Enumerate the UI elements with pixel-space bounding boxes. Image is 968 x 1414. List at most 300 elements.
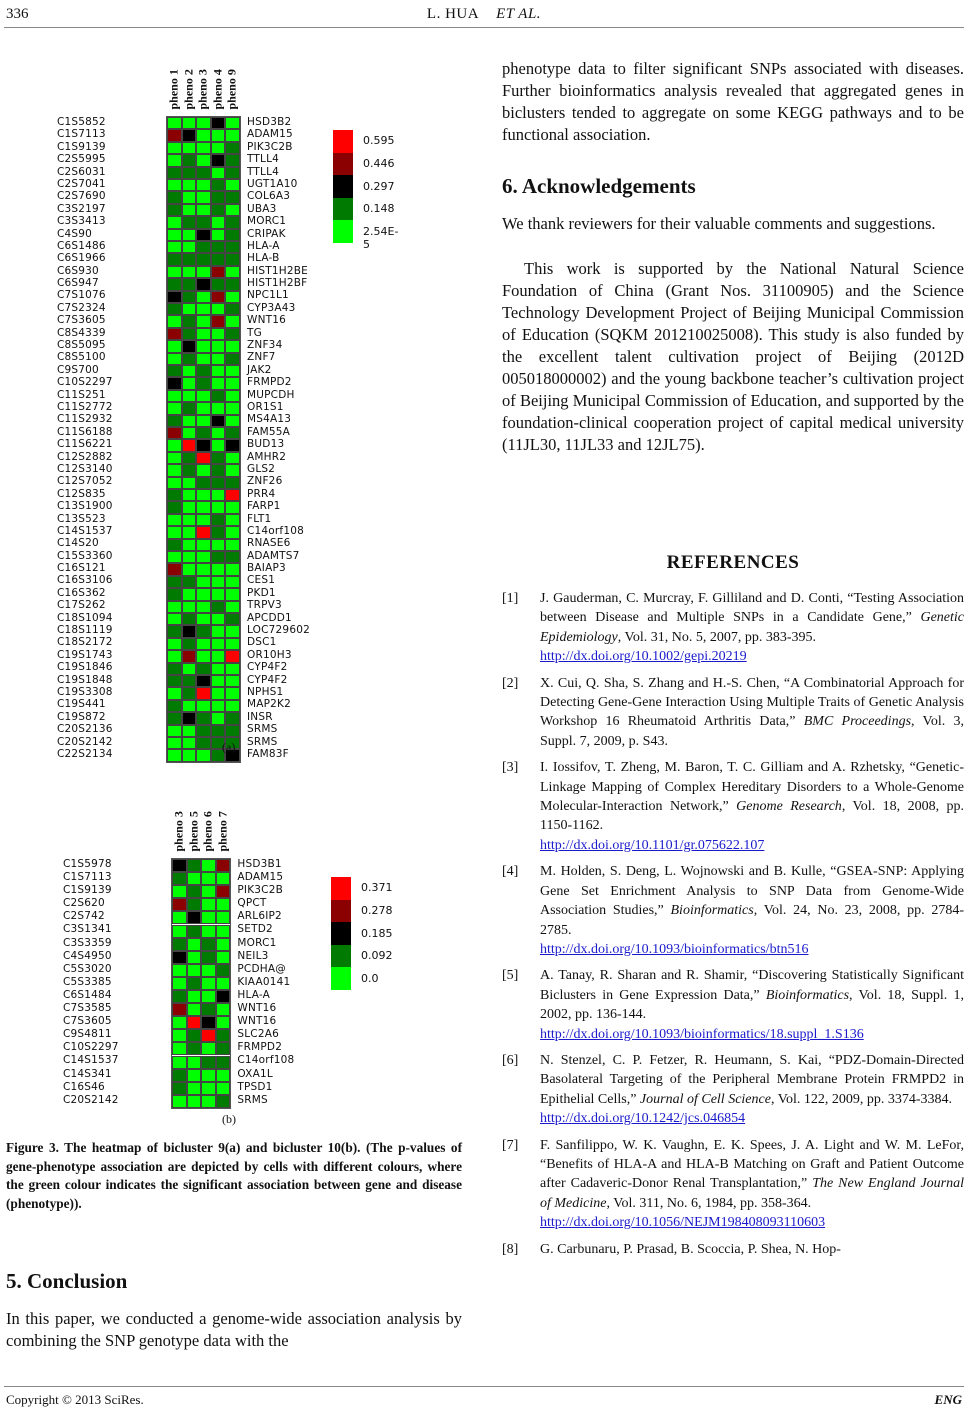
- heatmap-cell: [196, 613, 211, 625]
- heatmap-cell: [167, 563, 182, 575]
- pheno-label-text: pheno 9: [224, 69, 239, 110]
- gene-label: MORC1: [237, 936, 277, 949]
- heatmap-cell: [225, 452, 240, 464]
- heatmap-cell: [225, 477, 240, 489]
- heatmap-cell: [211, 365, 226, 377]
- snp-label: C4S4950: [63, 949, 112, 962]
- heatmap-cell: [167, 725, 182, 737]
- legend-swatch: [333, 220, 353, 243]
- heatmap-cell: [196, 563, 211, 575]
- heatmap-cell: [216, 1082, 231, 1095]
- reference-doi-link[interactable]: http://dx.doi.org/10.1093/bioinformatics/btn516: [540, 941, 809, 957]
- heatmap-cell: [196, 204, 211, 216]
- legend-value: 0.371: [361, 881, 393, 895]
- heatmap-cell: [201, 898, 216, 911]
- heatmap-cell: [182, 415, 197, 427]
- heatmap-cell: [211, 303, 226, 315]
- pheno-label: [210, 58, 226, 110]
- snp-label: C14S1537: [57, 524, 113, 537]
- gene-label: MS4A13: [247, 413, 292, 426]
- gene-label: CRIPAK: [247, 227, 286, 240]
- snp-label: C6S947: [57, 277, 99, 290]
- heatmap-cell: [196, 117, 211, 129]
- snp-label: C9S700: [57, 363, 99, 376]
- conclusion-paragraph: In this paper, we conducted a genome-wide association analysis by combining the SNP genotype data with the: [6, 1309, 462, 1350]
- heatmap-cell: [167, 526, 182, 538]
- heatmap-cell: [211, 204, 226, 216]
- heatmap-cell: [182, 514, 197, 526]
- heatmap-cell: [172, 1042, 187, 1055]
- heatmap-cell: [211, 663, 226, 675]
- heatmap-cell: [216, 872, 231, 885]
- heatmap-cell: [182, 377, 197, 389]
- heatmap-cell: [187, 1029, 202, 1042]
- gene-label: MUPCDH: [247, 388, 295, 401]
- heatmap-cell: [196, 216, 211, 228]
- legend-value: 0.297: [363, 179, 395, 193]
- heatmap-cell: [211, 613, 226, 625]
- reference-item: [502, 674, 964, 752]
- snp-label: C13S523: [57, 512, 106, 525]
- heatmap-cell: [211, 700, 226, 712]
- heatmap-cell: [216, 964, 231, 977]
- gene-label: TTLL4: [247, 165, 280, 178]
- heatmap-cell: [172, 925, 187, 938]
- gene-label: FRMPD2: [237, 1041, 283, 1054]
- gene-label: UBA3: [247, 202, 277, 215]
- heatmap-cell: [225, 675, 240, 687]
- gene-label: OR1S1: [247, 400, 284, 413]
- snp-label: C6S930: [57, 264, 99, 277]
- heatmap-cell: [182, 154, 197, 166]
- gene-label: WNT16: [237, 1002, 277, 1015]
- section-title-acknowledgements: 6. Acknowledgements: [502, 174, 696, 198]
- header-rule: [4, 27, 964, 28]
- heatmap-cell: [196, 142, 211, 154]
- snp-label: C19S1743: [57, 648, 113, 661]
- heatmap-cell: [196, 179, 211, 191]
- heatmap-cell: [201, 964, 216, 977]
- heatmap-cell: [211, 477, 226, 489]
- heatmap-cell: [225, 191, 240, 203]
- heatmap-cell: [211, 241, 226, 253]
- heatmap-cell: [182, 551, 197, 563]
- gene-label: ARL6IP2: [237, 910, 282, 923]
- heatmap-cell: [167, 315, 182, 327]
- heatmap-cell: [201, 1003, 216, 1016]
- reference-doi-link[interactable]: http://dx.doi.org/10.1242/jcs.046854: [540, 1111, 746, 1127]
- gene-label: KIAA0141: [237, 975, 291, 988]
- heatmap-cell: [211, 576, 226, 588]
- snp-label: C2S7690: [57, 190, 106, 203]
- snp-label: C8S4339: [57, 326, 106, 339]
- gene-label: ZNF7: [247, 351, 276, 364]
- heatmap-cell: [167, 142, 182, 154]
- heatmap-cell: [225, 563, 240, 575]
- gene-label: ADAM15: [237, 871, 284, 884]
- gene-label: CYP3A43: [247, 301, 296, 314]
- heatmap-cell: [196, 253, 211, 265]
- heatmap-cell: [182, 191, 197, 203]
- gene-label: ADAMTS7: [247, 549, 300, 562]
- gene-label: APCDD1: [247, 611, 292, 624]
- snp-label: C18S1119: [57, 624, 113, 637]
- heatmap-cell: [182, 712, 197, 724]
- heatmap-cell: [167, 712, 182, 724]
- heatmap-cell: [182, 625, 197, 637]
- reference-text: J. Gauderman, C. Murcray, F. Gilliland and D. Conti, “Testing Association between Disease and Multiple SNPs in a Candidate Gene,” Genetic Epidemiology, Vol. 31, No. 5, 2007, pp. 383-395. http://dx.doi.org/10.1002/gepi.20219: [540, 589, 964, 667]
- heatmap-cell: [182, 725, 197, 737]
- heatmap-cell: [187, 951, 202, 964]
- legend-value: 0.446: [363, 156, 395, 170]
- gene-label: HLA-B: [247, 252, 280, 265]
- reference-item: [502, 758, 964, 855]
- heatmap-cell: [225, 266, 240, 278]
- pheno-label: [181, 58, 197, 110]
- heatmap-cell: [196, 129, 211, 141]
- snp-label: C12S7052: [57, 475, 113, 488]
- heatmap-cell: [216, 1042, 231, 1055]
- heatmap-cell: [187, 1095, 202, 1108]
- snp-label: C5S3020: [63, 962, 112, 975]
- heatmap-cell: [225, 167, 240, 179]
- heatmap-cell: [211, 551, 226, 563]
- heatmap-cell: [225, 415, 240, 427]
- snp-label: C11S6188: [57, 425, 113, 438]
- heatmap-cell: [201, 1042, 216, 1055]
- heatmap-cell: [167, 278, 182, 290]
- snp-label: C4S90: [57, 227, 93, 240]
- references-list: [502, 589, 964, 1266]
- heatmap-cell: [167, 191, 182, 203]
- gene-label: WNT16: [247, 314, 287, 327]
- heatmap-cell: [225, 588, 240, 600]
- heatmap-cell: [196, 191, 211, 203]
- gene-label: LOC729602: [247, 624, 310, 637]
- heatmap-cell: [187, 1042, 202, 1055]
- heatmap-cell: [225, 291, 240, 303]
- gene-label: TRPV3: [247, 599, 282, 612]
- heatmap-cell: [216, 885, 231, 898]
- heatmap-cell: [201, 1082, 216, 1095]
- gene-label: WNT16: [237, 1015, 277, 1028]
- pheno-label-text: pheno 6: [200, 811, 215, 852]
- heatmap-cell: [167, 179, 182, 191]
- snp-label: C2S620: [63, 897, 105, 910]
- pheno-label: [195, 58, 211, 110]
- heatmap-cell: [196, 514, 211, 526]
- heatmap-cell: [187, 1082, 202, 1095]
- heatmap-cell: [211, 452, 226, 464]
- heatmap-cell: [182, 315, 197, 327]
- gene-label: PKD1: [247, 586, 276, 599]
- heatmap-cell: [182, 402, 197, 414]
- heatmap-cell: [172, 1016, 187, 1029]
- snp-label: C14S341: [63, 1067, 112, 1080]
- gene-label: ZNF34: [247, 339, 283, 352]
- legend-swatch: [333, 175, 353, 198]
- references-title: REFERENCES: [666, 552, 800, 573]
- gene-label: HIST1H2BF: [247, 277, 308, 290]
- snp-label: C13S1900: [57, 500, 113, 513]
- snp-label: C10S2297: [57, 376, 113, 389]
- heatmap-cell: [182, 253, 197, 265]
- reference-number: [6]: [502, 1052, 519, 1068]
- reference-item: [502, 966, 964, 1044]
- heatmap-cell: [182, 477, 197, 489]
- heatmap-cell: [196, 663, 211, 675]
- snp-label: C8S5095: [57, 339, 106, 352]
- reference-journal: Bioinformatics: [670, 903, 754, 919]
- legend-swatch: [333, 153, 353, 176]
- snp-labels: [63, 858, 119, 1107]
- heatmap-cell: [182, 452, 197, 464]
- heatmap-cell: [196, 712, 211, 724]
- heatmap-cell: [225, 439, 240, 451]
- heatmap-cell: [216, 1029, 231, 1042]
- gene-label: SETD2: [237, 923, 273, 936]
- heatmap-cell: [182, 489, 197, 501]
- gene-label: CYP4F2: [247, 661, 288, 674]
- heatmap-cell: [225, 638, 240, 650]
- heatmap-cell: [196, 700, 211, 712]
- heatmap-cell: [225, 328, 240, 340]
- legend-swatch: [331, 877, 351, 900]
- snp-labels: [57, 116, 113, 760]
- reference-item: [502, 1136, 964, 1233]
- snp-label: C6S1486: [57, 239, 106, 252]
- heatmap-cell: [216, 990, 231, 1003]
- gene-label: COL6A3: [247, 190, 291, 203]
- heatmap-cell: [216, 977, 231, 990]
- heatmap-cell: [211, 117, 226, 129]
- pheno-label-text: pheno 3: [195, 69, 210, 110]
- snp-label: C20S2142: [57, 735, 113, 748]
- heatmap-cell: [167, 638, 182, 650]
- heatmap-cell: [187, 964, 202, 977]
- heatmap-grid: [166, 116, 241, 763]
- heatmap-cell: [167, 675, 182, 687]
- heatmap-cell: [201, 1016, 216, 1029]
- heatmap-cell: [182, 539, 197, 551]
- heatmap-cell: [187, 1069, 202, 1082]
- heatmap-cell: [182, 303, 197, 315]
- pheno-label-text: pheno 3: [171, 811, 186, 852]
- page-number: 336: [6, 6, 29, 22]
- heatmap-cell: [211, 427, 226, 439]
- snp-label: C14S20: [57, 537, 99, 550]
- gene-label: NPC1L1: [247, 289, 289, 302]
- pheno-label: [186, 800, 202, 852]
- gene-label: DSC1: [247, 636, 277, 649]
- heatmap-cell: [167, 452, 182, 464]
- heatmap-cell: [216, 951, 231, 964]
- heatmap-cell: [172, 977, 187, 990]
- reference-number: [1]: [502, 591, 519, 606]
- snp-label: C19S441: [57, 698, 106, 711]
- heatmap-cell: [225, 576, 240, 588]
- gene-label: SRMS: [247, 735, 278, 748]
- heatmap-cell: [167, 477, 182, 489]
- heatmap-cell: [211, 638, 226, 650]
- gene-label: MAP2K2: [247, 698, 292, 711]
- gene-label: FAM83F: [247, 747, 289, 760]
- heatmap-cell: [167, 117, 182, 129]
- heatmap-cell: [225, 253, 240, 265]
- heatmap-cell: [196, 675, 211, 687]
- heatmap-cell: [172, 1029, 187, 1042]
- heatmap-cell: [182, 576, 197, 588]
- reference-doi-link[interactable]: http://dx.doi.org/10.1101/gr.075622.107: [540, 837, 765, 853]
- reference-item: [502, 589, 964, 667]
- heatmap-cell: [167, 576, 182, 588]
- snp-label: C14S1537: [63, 1054, 119, 1067]
- heatmap-cell: [216, 859, 231, 872]
- heatmap-cell: [196, 266, 211, 278]
- heatmap-cell: [196, 687, 211, 699]
- running-header: [0, 4, 968, 26]
- legend-swatch: [333, 130, 353, 153]
- heatmap-cell: [211, 179, 226, 191]
- legend-swatch: [331, 967, 351, 990]
- reference-doi-link[interactable]: http://dx.doi.org/10.1002/gepi.20219: [540, 649, 747, 665]
- heatmap-cell: [196, 340, 211, 352]
- heatmap-cell: [225, 241, 240, 253]
- heatmap-cell: [167, 700, 182, 712]
- heatmap-cell: [196, 439, 211, 451]
- heatmap-cell: [201, 1056, 216, 1069]
- heatmap-cell: [225, 229, 240, 241]
- heatmap-cell: [187, 938, 202, 951]
- heatmap-cell: [201, 925, 216, 938]
- heatmap-cell: [182, 216, 197, 228]
- heatmap-cell: [187, 911, 202, 924]
- gene-label: ADAM15: [247, 128, 293, 141]
- conclusion-continued: phenotype data to filter significant SNPs associated with diseases. Further bioinformatics analysis revealed that aggregated genes in biclusters tended to aggregate on some KEGG pathways and to be functional association.: [502, 59, 964, 144]
- heatmap-cell: [167, 216, 182, 228]
- heatmap-cell: [225, 725, 240, 737]
- legend-value: 0.0: [361, 971, 379, 985]
- gene-label: HSD3B1: [237, 858, 282, 870]
- heatmap-cell: [167, 291, 182, 303]
- gene-label: FARP1: [247, 500, 281, 513]
- heatmap-cell: [211, 167, 226, 179]
- section-title-conclusion: 5. Conclusion: [6, 1269, 128, 1293]
- heatmap-cell: [216, 1095, 231, 1108]
- snp-label: C1S9139: [57, 140, 106, 153]
- heatmap-cell: [211, 588, 226, 600]
- heatmap-cell: [182, 353, 197, 365]
- heatmap-cell: [182, 241, 197, 253]
- heatmap-cell: [225, 117, 240, 129]
- heatmap-cell: [172, 951, 187, 964]
- snp-label: C17S262: [57, 599, 106, 612]
- heatmap-cell: [211, 340, 226, 352]
- snp-label: C3S3413: [57, 215, 106, 228]
- heatmap-cell: [167, 625, 182, 637]
- gene-label: OXA1L: [237, 1067, 273, 1080]
- reference-item: [502, 1240, 964, 1259]
- heatmap-cell: [172, 1095, 187, 1108]
- heatmap-cell: [172, 938, 187, 951]
- heatmap-cell: [187, 925, 202, 938]
- heatmap-cell: [167, 464, 182, 476]
- heatmap-cell: [167, 601, 182, 613]
- snp-label: C7S3605: [57, 314, 106, 327]
- heatmap-cell: [216, 1069, 231, 1082]
- gene-label: PRR4: [247, 487, 276, 500]
- heatmap-cell: [182, 749, 197, 761]
- heatmap-cell: [216, 911, 231, 924]
- gene-label: OR10H3: [247, 648, 292, 661]
- reference-doi-link[interactable]: http://dx.doi.org/10.1056/NEJM198408093110603: [540, 1215, 826, 1231]
- heatmap-cell: [211, 601, 226, 613]
- gene-label: SRMS: [247, 723, 278, 736]
- heatmap-cell: [211, 687, 226, 699]
- heatmap-cell: [167, 229, 182, 241]
- heatmap-cell: [172, 898, 187, 911]
- heatmap-cell: [182, 700, 197, 712]
- gene-label: FAM55A: [247, 425, 291, 438]
- snp-label: C16S3106: [57, 574, 113, 587]
- gene-label: GLS2: [247, 462, 276, 475]
- heatmap-cell: [225, 303, 240, 315]
- heatmap-cell: [172, 885, 187, 898]
- gene-label: HLA-A: [247, 239, 280, 252]
- heatmap-cell: [225, 501, 240, 513]
- heatmap-cell: [196, 315, 211, 327]
- heatmap-cell: [167, 365, 182, 377]
- snp-label: C19S1846: [57, 661, 113, 674]
- heatmap-cell: [182, 167, 197, 179]
- heatmap-cell: [225, 489, 240, 501]
- heatmap-cell: [201, 951, 216, 964]
- heatmap-cell: [196, 638, 211, 650]
- heatmap-cell: [182, 687, 197, 699]
- heatmap-cell: [211, 353, 226, 365]
- gene-label: FLT1: [247, 512, 272, 525]
- snp-label: C19S1848: [57, 673, 113, 686]
- ack-paragraph-2: This work is supported by the National Natural Science Foundation of China (Grant Nos. 31100905) and the Science Technology Development Project of Beijing Municipal Commission of Education (SQKM 201210025008). This study is also funded by the excellent talent cultivation project of Beijing (2012D 005018000002) and the young backbone teacher’s cultivation project of Beijing Municipal Commission of Education, and supported by the foundation-clinical cooperation project of capital medical university (11JL30, 11JL33 and 12JL75).: [502, 259, 964, 454]
- journal-abbrev: ENG: [934, 1392, 962, 1407]
- gene-label: PCDHA@: [237, 962, 286, 975]
- heatmap-cell: [182, 601, 197, 613]
- heatmap-cell: [211, 464, 226, 476]
- heatmap-cell: [225, 353, 240, 365]
- heatmap-cell: [225, 365, 240, 377]
- heatmap-cell: [225, 464, 240, 476]
- heatmap-cell: [167, 402, 182, 414]
- running-title: L. HUA ET AL.: [426, 6, 542, 22]
- reference-number: [7]: [502, 1137, 519, 1153]
- heatmap-cell: [211, 191, 226, 203]
- gene-labels: [247, 116, 310, 760]
- gene-label: BAIAP3: [247, 562, 286, 575]
- gene-label: SRMS: [237, 1093, 268, 1106]
- snp-label: C7S1076: [57, 289, 106, 302]
- heatmap-grid: [171, 858, 231, 1109]
- heatmap-cell: [167, 340, 182, 352]
- snp-label: C22S2134: [57, 747, 113, 760]
- heatmap-cell: [211, 142, 226, 154]
- reference-doi-link[interactable]: http://dx.doi.org/10.1093/bioinformatics/18.suppl_1.S136: [540, 1026, 864, 1042]
- heatmap-cell: [211, 266, 226, 278]
- snp-label: C5S3385: [63, 975, 112, 988]
- heatmap-cell: [167, 501, 182, 513]
- pheno-label-text: pheno 2: [181, 69, 196, 110]
- heatmap-cell: [211, 390, 226, 402]
- snp-label: C16S46: [63, 1080, 105, 1093]
